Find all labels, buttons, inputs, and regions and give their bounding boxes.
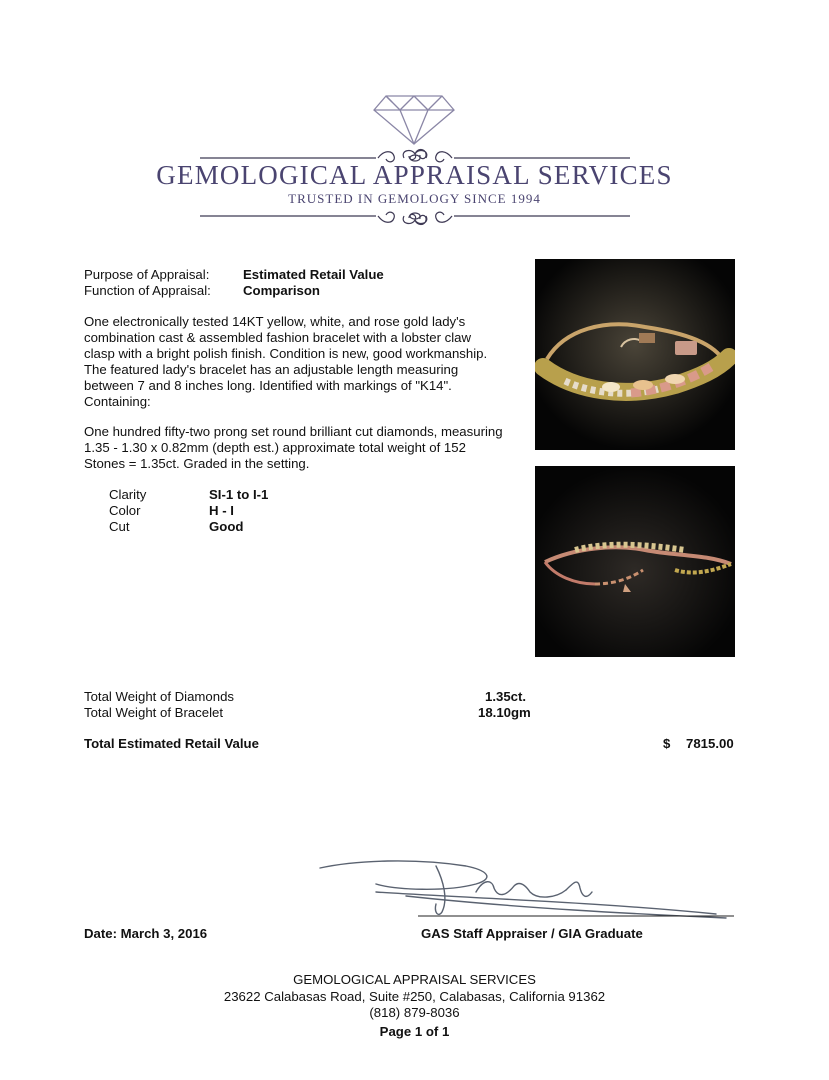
currency-symbol: $ (663, 736, 671, 751)
company-title: GEMOLOGICAL APPRAISAL SERVICES (156, 160, 673, 190)
footer-company: GEMOLOGICAL APPRAISAL SERVICES (293, 972, 536, 987)
company-tagline: TRUSTED IN GEMOLOGY SINCE 1994 (288, 191, 541, 206)
function-value: Comparison (243, 283, 320, 298)
function-label: Function of Appraisal: (84, 283, 211, 298)
item-description: One electronically tested 14KT yellow, white, and rose gold lady's combination cast & assembled fashion bracelet with a lobster claw clasp with a bright polish finish. Condition is new, good workmanship. The featured lady's bracelet has an adjustable length measuring between 7 and 8 inches long. Identified with markings of "K14". Containing: (84, 314, 488, 409)
clarity-value: SI-1 to I-1 (209, 487, 269, 502)
page-number: Page 1 of 1 (379, 1024, 450, 1039)
appraiser-signature (316, 852, 736, 924)
clarity-label: Clarity (109, 487, 147, 502)
color-label: Color (109, 503, 141, 518)
total-diamond-weight-label: Total Weight of Diamonds (84, 689, 235, 704)
footer-address: 23622 Calabasas Road, Suite #250, Calabasas, California 91362 (223, 989, 606, 1004)
diamond-description: One hundred fifty-two prong set round brilliant cut diamonds, measuring 1.35 - 1.30 x 0.82mm (depth est.) approximate total weight of 152 Stones = 1.35ct. Graded in the setting. (84, 424, 503, 471)
total-diamond-weight-value: 1.35ct. (485, 689, 527, 704)
footer-phone: (818) 879-8036 (369, 1005, 460, 1020)
total-retail-value: 7815.00 (686, 736, 734, 751)
purpose-value: Estimated Retail Value (243, 267, 384, 282)
diamond-logo-icon (372, 94, 456, 146)
signer-title: GAS Staff Appraiser / GIA Graduate (421, 926, 643, 941)
bracelet-photo-front (535, 259, 735, 450)
total-bracelet-weight-value: 18.10gm (478, 705, 531, 720)
appraisal-date: Date: March 3, 2016 (84, 926, 208, 941)
color-value: H - I (209, 503, 234, 518)
bottom-ornament-rule (200, 206, 630, 228)
total-retail-label: Total Estimated Retail Value (84, 736, 259, 751)
total-bracelet-weight-label: Total Weight of Bracelet (84, 705, 224, 720)
cut-value: Good (209, 519, 244, 534)
purpose-label: Purpose of Appraisal: (84, 267, 210, 282)
cut-label: Cut (109, 519, 130, 534)
bracelet-photo-flat (535, 466, 735, 657)
